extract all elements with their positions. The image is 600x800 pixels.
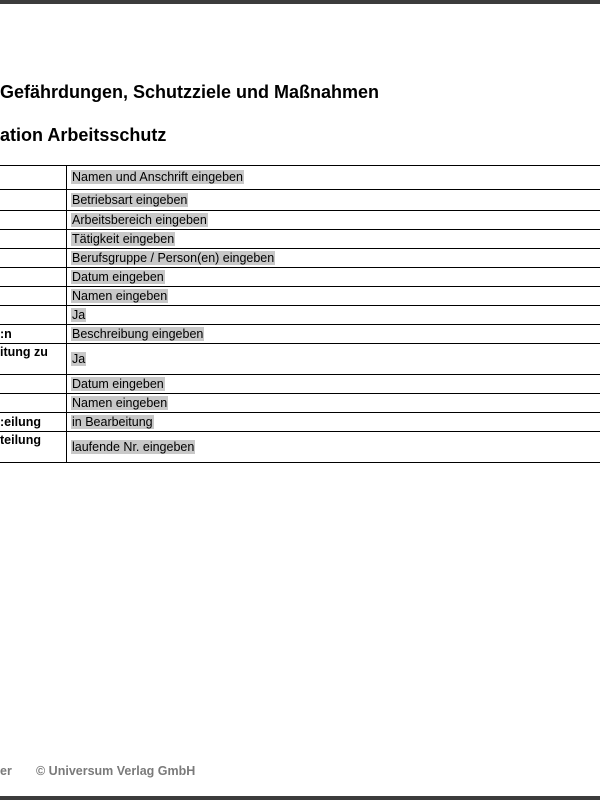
table-row <box>0 394 600 413</box>
table-row <box>0 190 600 211</box>
row-value[interactable] <box>67 413 600 432</box>
row-label <box>0 249 67 268</box>
row-label: teilung <box>0 432 67 463</box>
table-row <box>0 268 600 287</box>
row-value[interactable] <box>67 268 600 287</box>
table-row <box>0 287 600 306</box>
field-name[interactable]: Namen eingeben <box>72 288 168 303</box>
row-value[interactable] <box>67 344 600 375</box>
row-label <box>0 306 67 325</box>
row-label <box>0 287 67 306</box>
row-label: eilung: <box>0 413 67 432</box>
row-value[interactable] <box>67 306 600 325</box>
table-row <box>0 375 600 394</box>
row-label: itung zu <box>0 344 67 375</box>
footer-left-text: er <box>0 764 12 778</box>
row-value[interactable] <box>67 190 600 211</box>
field-name-2[interactable]: Namen eingeben <box>72 395 168 410</box>
document-page <box>0 4 600 796</box>
footer-copyright: © Universum Verlag GmbH <box>36 764 196 778</box>
table-row <box>0 344 600 375</box>
field-yes-no[interactable]: Ja <box>72 307 86 322</box>
field-serial-number[interactable]: laufende Nr. eingeben <box>72 439 195 454</box>
row-value[interactable] <box>67 230 600 249</box>
table-row <box>0 413 600 432</box>
row-value[interactable] <box>67 166 600 190</box>
field-occupation-group[interactable]: Berufsgruppe / Person(en) eingeben <box>72 250 275 265</box>
row-label <box>0 190 67 211</box>
table-row <box>0 230 600 249</box>
row-value[interactable] <box>67 249 600 268</box>
field-company-name[interactable]: Namen und Anschrift eingeben <box>72 170 243 184</box>
row-value[interactable] <box>67 375 600 394</box>
field-description[interactable]: Beschreibung eingeben <box>72 326 204 341</box>
row-value[interactable] <box>67 432 600 463</box>
field-date[interactable]: Datum eingeben <box>72 269 164 284</box>
field-status[interactable]: in Bearbeitung <box>72 414 153 429</box>
row-label <box>0 211 67 230</box>
table-row <box>0 325 600 344</box>
field-work-area[interactable]: Arbeitsbereich eingeben <box>72 212 207 227</box>
table-row <box>0 211 600 230</box>
form-table-container <box>0 165 600 463</box>
row-value[interactable] <box>67 394 600 413</box>
page-footer <box>0 764 600 784</box>
document-subtitle: ation Arbeitsschutz <box>0 125 167 145</box>
row-value[interactable] <box>67 325 600 344</box>
table-row <box>0 166 600 190</box>
form-table <box>0 165 600 463</box>
row-label <box>0 394 67 413</box>
field-yes-no-2[interactable]: Ja <box>72 351 86 366</box>
field-date-2[interactable]: Datum eingeben <box>72 376 164 391</box>
row-value[interactable] <box>67 287 600 306</box>
table-row <box>0 432 600 463</box>
row-value[interactable] <box>67 211 600 230</box>
row-label <box>0 268 67 287</box>
field-activity[interactable]: Tätigkeit eingeben <box>72 231 175 246</box>
field-operation-type[interactable]: Betriebsart eingeben <box>72 192 188 207</box>
table-row <box>0 306 600 325</box>
row-label <box>0 166 67 190</box>
document-title: Gefährdungen, Schutzziele und Maßnahmen <box>0 82 380 102</box>
row-label <box>0 375 67 394</box>
row-label <box>0 230 67 249</box>
row-label: n: <box>0 325 67 344</box>
table-row <box>0 249 600 268</box>
